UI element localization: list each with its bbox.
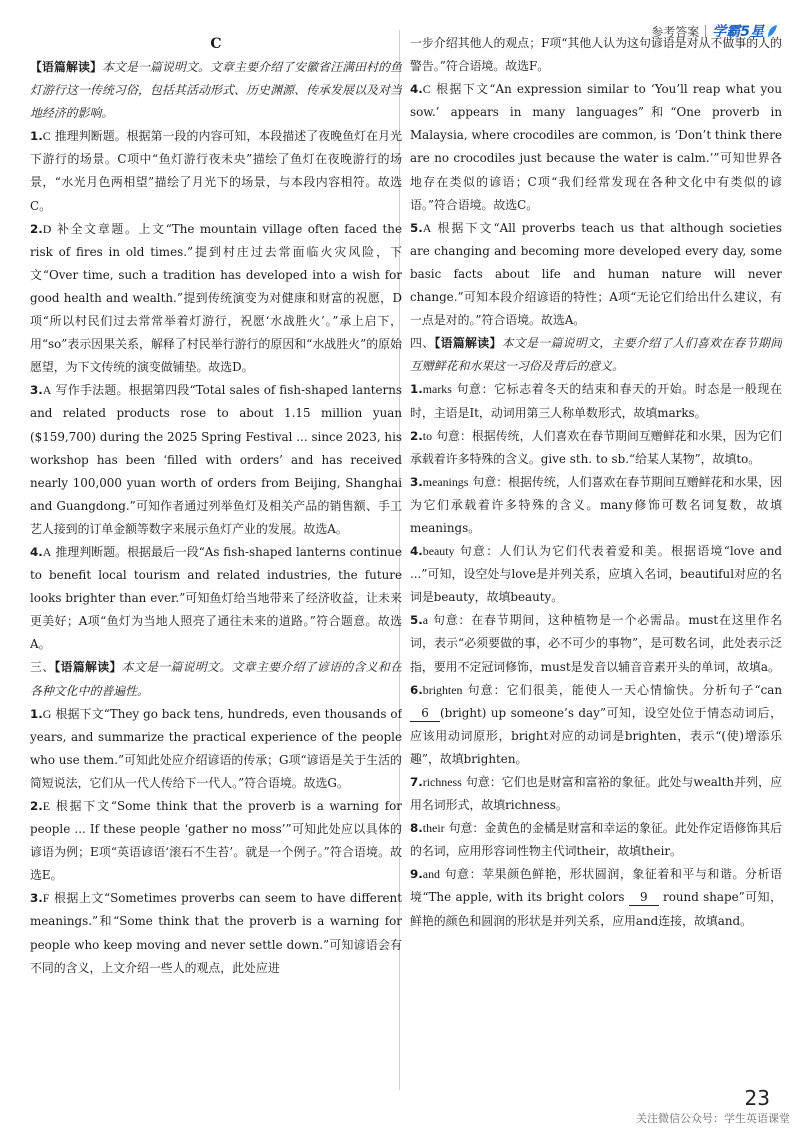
left-column [30, 32, 402, 1082]
answer-item: 5.a 句意：在春节期间，这种植物是一个必需品。must在这里作名词，表示“必须要做的事，必不可少的事物”，是可数名词，此处表示泛指，要用不定冠词修饰，must是发音以辅音音素开头的单词，故填a。 [410, 613, 782, 674]
footer-note: 关注微信公众号：学生英语课堂 [636, 1112, 790, 1125]
reading-tag: 【语篇解读】 [434, 336, 502, 351]
answer-item: 3.F 根据上文“Sometimes proverbs can seem to have different meanings.”和“Some think that the proverb is a warning for people who keep moving and never settle down.”可知谚语会有不同的含义，上文介绍一些人的观点，此处应进 [30, 891, 402, 975]
answer-item: 4.A 推理判断题。根据最后一段“As fish-shaped lanterns continue to benefit local tourism and related industries, the future looks brighter than ever.”可知鱼灯给当地带来了经济收益，让未来更美好；A项“鱼灯为当地人照亮了通往未来的道路。”符合题意。故选A。 [30, 544, 402, 652]
answer-item: 2.to 句意：根据传统，人们喜欢在春节期间互赠鲜花和水果，因为它们承载着许多特殊的含义。give sth. to sb.“给某人某物”，故填to。 [410, 428, 782, 466]
answer-item: 2.E 根据下文“Some think that the proverb is a warning for people ... If these people ‘gather no moss’”可知此处应以具体的谚语为例；E项“英语谚语‘滚石不生苔’。就是一个例子。”符合语境。故选E。 [30, 799, 402, 883]
section-three-reading [30, 656, 402, 702]
header-label: 参考答案 [651, 24, 700, 39]
answer-item: 3.A 写作手法题。根据第四段“Total sales of fish-shaped lanterns and related products rose to about 1.15 million yuan ($159,700) during the 2025 Spring Festival ... since 2023, his workshop has been ‘filled with orders’ and has received nearly 100,000 yuan worth of orders from Beijing, Shanghai and Guangdong.”可知作者通过列举鱼灯及相关产品的销售额、手工艺人接到的订单金额等数字来展示鱼灯产业的发展。故选A。 [30, 383, 402, 536]
continuation-text: 一步介绍其他人的观点；F项“其他人认为这句谚语是对从不做事的人的警告。”符合语境。故选F。 [410, 36, 782, 74]
reading-tag: 【语篇解读】 [54, 660, 122, 675]
section-c-title: C [210, 36, 222, 52]
answer-item: 9.and 句意：苹果颜色鲜艳，形状圆润，象征着和平与和谐。分析语境“The apple, with its bright colors 9 round shape”可知，鲜艳的颜色和圆润的形状是并列关系，应用and连接，故填and。 [410, 867, 782, 928]
answer-item: 1.G 根据下文“They go back tens, hundreds, even thousands of years, and summarize the practical experience of the people who use them.”可知此处应介绍谚语的传承；G项“谚语是关于生活的简短说法，它们从一代人传给下一代人。”符合语境。故选G。 [30, 706, 402, 790]
blank-9: 9 [629, 889, 659, 906]
reading-text: 本文是一篇说明文。文章主要介绍了谚语的含义和在各种文化中的普遍性。 [30, 660, 402, 698]
reading-text: 本文是一篇说明文，主要介绍了人们喜欢在春节期间互赠鲜花和水果这一习俗及背后的意义。 [410, 336, 782, 374]
right-column [410, 32, 782, 1082]
page-number: 23 [744, 1086, 770, 1110]
section-four-reading [410, 332, 782, 378]
answer-item: 7.richness 句意：它们也是财富和富裕的象征。此处与wealth并列，应用名词形式，故填richness。 [410, 775, 782, 813]
section-c-reading [30, 56, 402, 125]
answer-item: 4.beauty 句意：人们认为它们代表着爱和美。根据语境“love and ...”可知，设空处与love是并列关系，应填入名词，beautiful对应的名词是beauty，故填beauty。 [410, 544, 782, 605]
header-brand: 学霸5星 [712, 24, 764, 40]
section-prefix: 三、 [30, 660, 55, 675]
answer-item: 2.D 补全文章题。上文“The mountain village often faced the risk of fires in old times.”提到村庄过去常面临火灾风险，下文“Over time, such a tradition has developed into a wish for good health and wealth.”提到传统演变为对健康和财富的祝愿，D项“所以村民们过去常常举着灯游行，祝愿‘水战胜火’。”承上启下，用“so”表示因果关系，解释了村民举行游行的原因和“水战胜火”的原始愿望，为下文传统的演变做铺垫。故选D。 [30, 221, 402, 375]
answer-item: 5.A 根据下文“All proverbs teach us that although societies are changing and becoming more developed every day, some basic facts about life and human nature will never change.”可知本段介绍谚语的特性；A项“无论它们给出什么建议，有一点是对的。”符合语境。故选A。 [410, 220, 782, 328]
answer-item: 6.brighten 句意：它们很美，能使人一天心情愉快。分析句子“can 6 (bright) up someone’s day”可知，设空处位于情态动词后，应该用动词原形，bright对应的动词是brighten，表示“(使)增添乐趣”，故填brighten。 [410, 682, 782, 766]
answer-item: 1.marks 句意：它标志着冬天的结束和春天的开始。时态是一般现在时，主语是It，动词用第三人称单数形式，故填marks。 [410, 382, 782, 420]
section-prefix: 四、 [410, 336, 435, 351]
reading-tag: 【语篇解读】 [30, 60, 103, 74]
answer-item: 8.their 句意：金黄色的金橘是财富和幸运的象征。此处作定语修饰其后的名词，应用形容词性物主代词their，故填their。 [410, 821, 782, 859]
reading-text: 本文是一篇说明文。文章主要介绍了安徽省汪满田村的鱼灯游行这一传统习俗，包括其活动形式、历史渊源、传承发展以及对当地经济的影响。 [30, 60, 402, 121]
answer-item: 1.C 推理判断题。根据第一段的内容可知，本段描述了夜晚鱼灯在月光下游行的场景。C项中“鱼灯游行夜未央”描绘了鱼灯在夜晚游行的场景，“水光月色两相望”描绘了月光下的场景，与本段内容相符。故选C。 [30, 129, 402, 213]
blank-6: 6 [410, 705, 440, 722]
answer-item: 3.meanings 句意：根据传统，人们喜欢在春节期间互赠鲜花和水果，因为它们承载着许多特殊的含义。many修饰可数名词复数，故填meanings。 [410, 474, 782, 535]
answer-item: 4.C 根据下文“An expression similar to ‘You’ll reap what you sow.’ appears in many languages”和“One proverb in Malaysia, where crocodiles are common, is ‘Don’t think there are no crocodiles just because the water is calm.’”可知世界各地存在类似的谚语；C项“我们经常发现在各种文化中有类似的谚语。”符合语境。故选C。 [410, 82, 782, 212]
